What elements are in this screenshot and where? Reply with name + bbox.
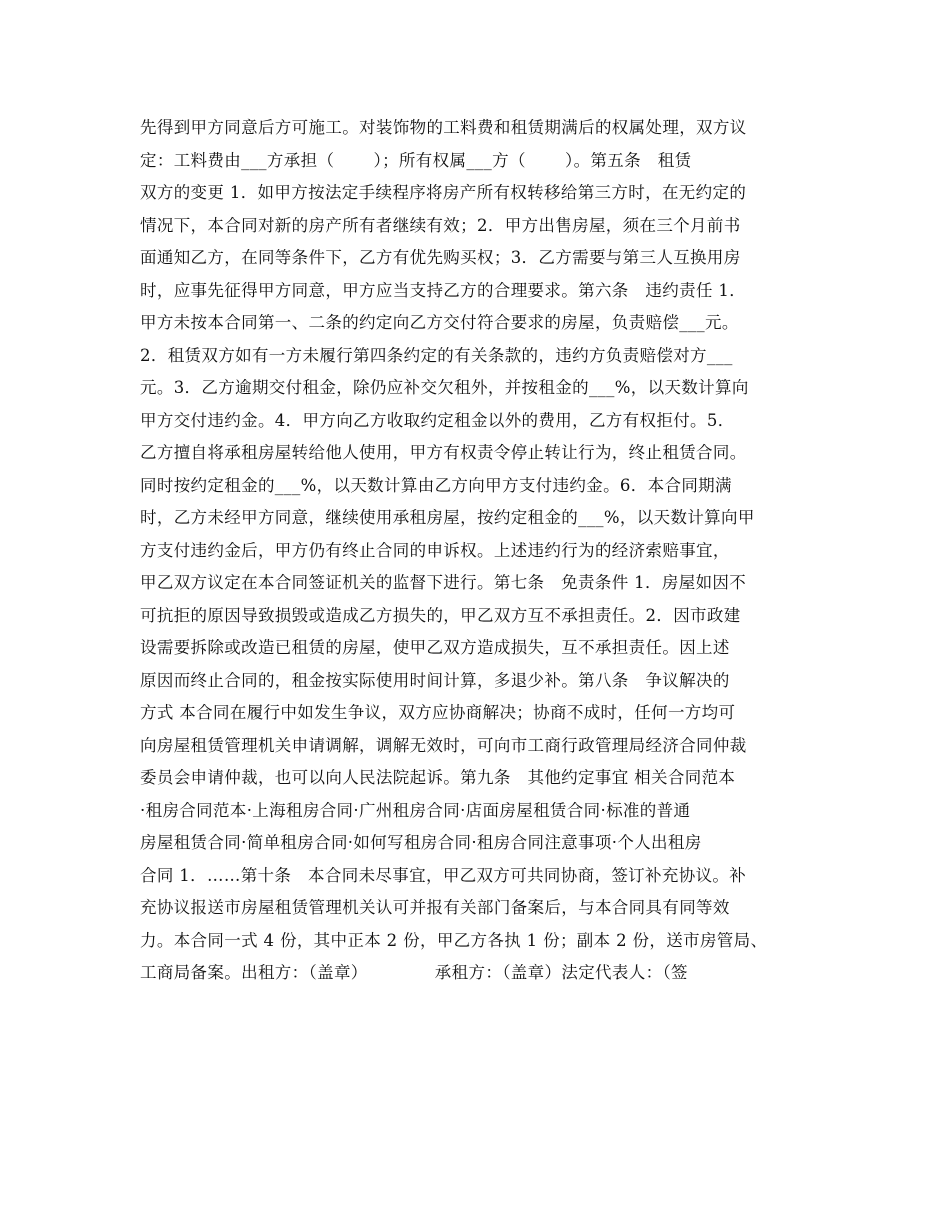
- text-line: 设需要拆除或改造已租赁的房屋，使甲乙双方造成损失，互不承担责任。因上述: [140, 638, 730, 657]
- text-line: 房屋租赁合同·简单租房合同·如何写租房合同·租房合同注意事项·个人出租房: [140, 833, 702, 852]
- text-line: 工商局备案。出租方：（盖章） 承租方：（盖章）法定代表人：（签: [140, 963, 688, 982]
- text-line: 可抗拒的原因导致损毁或造成乙方损失的，甲乙双方互不承担责任。2．因市政建: [140, 605, 741, 625]
- text-line: ·租房合同范本·上海租房合同·广州租房合同·店面房屋租赁合同·标准的普通: [140, 800, 691, 820]
- text-line: 元。3．乙方逾期交付租金，除仍应补交欠租外，并按租金的___%，以天数计算向: [140, 378, 749, 397]
- text-line: 方支付违约金后，甲方仍有终止合同的申诉权。上述违约行为的经济索赔事宜，: [140, 540, 730, 560]
- text-line: 先得到甲方同意后方可施工。对装饰物的工料费和租赁期满后的权属处理，双方议: [140, 118, 747, 137]
- text-line: 情况下，本合同对新的房产所有者继续有效；2．甲方出售房屋，须在三个月前书: [140, 215, 741, 235]
- text-line: 原因而终止合同的，租金按实际使用时间计算，多退少补。第八条 争议解决的: [140, 670, 730, 690]
- text-line: 甲乙双方议定在本合同签证机关的监督下进行。第七条 免责条件 1．房屋如因不: [140, 573, 747, 592]
- text-line: 甲方未按本合同第一、二条的约定向乙方交付符合要求的房屋，负责赔偿___元。: [140, 313, 739, 332]
- text-line: 充协议报送市房屋租赁管理机关认可并报有关部门备案后，与本合同具有同等效: [140, 898, 730, 917]
- text-line: 乙方擅自将承租房屋转给他人使用，甲方有权责令停止转让行为，终止租赁合同。: [140, 443, 747, 462]
- text-line: 面通知乙方，在同等条件下，乙方有优先购买权；3．乙方需要与第三人互换用房: [140, 248, 741, 267]
- text-line: 合同 1．……第十条 本合同未尽事宜，甲乙双方可共同协商，签订补充协议。补: [140, 865, 747, 885]
- text-line: 方式 本合同在履行中如发生争议，双方应协商解决；协商不成时，任何一方均可: [140, 703, 736, 722]
- text-line: 同时按约定租金的___%，以天数计算由乙方向甲方支付违约金。6．本合同期满: [140, 475, 732, 495]
- text-line: 力。本合同一式 4 份，其中正本 2 份，甲乙方各执 1 份；副本 2 份，送市房管局、: [140, 930, 768, 950]
- text-line: 定：工料费由___方承担（ ）；所有权属___方（ ）。第五条 租赁: [140, 150, 692, 170]
- text-line: 2．租赁双方如有一方未履行第四条约定的有关条款的，违约方负责赔偿对方___: [140, 345, 733, 365]
- text-line: 时，乙方未经甲方同意，继续使用承租房屋，按约定租金的___%，以天数计算向甲: [140, 508, 755, 527]
- contract-body-text: [140, 112, 812, 990]
- text-line: 向房屋租赁管理机关申请调解，调解无效时，可向市工商行政管理局经济合同仲裁: [140, 735, 747, 755]
- text-line: 双方的变更 1．如甲方按法定手续程序将房产所有权转移给第三方时，在无约定的: [140, 183, 747, 202]
- text-line: 委员会申请仲裁，也可以向人民法院起诉。第九条 其他约定事宜 相关合同范本: [140, 768, 736, 787]
- text-line: 甲方交付违约金。4．甲方向乙方收取约定租金以外的费用，乙方有权拒付。5．: [140, 410, 735, 430]
- text-line: 时，应事先征得甲方同意，甲方应当支持乙方的合理要求。第六条 违约责任 1．: [140, 280, 747, 300]
